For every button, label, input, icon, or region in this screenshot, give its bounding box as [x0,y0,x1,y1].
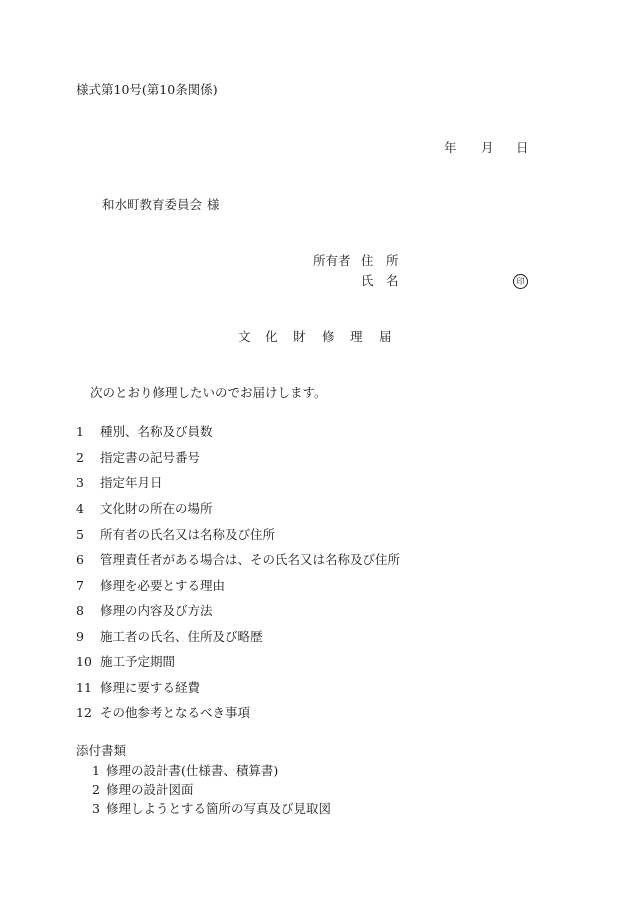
item-number: 6 [76,552,84,567]
item-number: 4 [76,501,84,516]
addressee-honorific: 様 [207,197,220,212]
item-text: 修理に要する経費 [100,680,201,695]
attachments-heading: 添付書類 [76,743,127,758]
title-char: 修 [322,329,335,344]
address-label: 住 所 [361,253,399,268]
list-item [76,605,213,618]
list-item [76,503,213,516]
seal-mark: 印 [513,274,528,289]
list-item [76,631,263,644]
attachment-text: 修理しようとする箇所の写真及び見取図 [106,801,332,816]
list-item [76,656,175,669]
item-text: 所有者の氏名又は名称及び住所 [100,527,276,542]
list-item [76,707,250,720]
item-number: 10 [76,654,92,669]
list-item [76,477,163,490]
title-char: 文 [238,329,251,344]
addressee: 和水町教育委員会 [102,197,203,212]
list-item [76,682,200,695]
intro-text: 次のとおり修理したいのでお届けします。 [90,385,327,400]
date-year-label: 年 [444,140,457,155]
list-item [76,452,200,465]
item-number: 9 [76,629,84,644]
item-number: 11 [76,680,92,695]
item-number: 8 [76,603,84,618]
item-text: その他参考となるべき事項 [100,705,251,720]
title-char: 化 [265,329,278,344]
item-text: 文化財の所在の場所 [100,501,213,516]
owner-label: 所有者 [313,253,351,268]
item-number: 1 [76,424,84,439]
item-text: 修理の内容及び方法 [100,603,213,618]
attachment-number: 3 [92,801,100,816]
item-number: 7 [76,578,84,593]
attachment-item [92,784,194,797]
list-item [76,554,400,567]
attachment-item [92,765,278,778]
item-text: 施工者の氏名、住所及び略歴 [100,629,263,644]
list-item [76,426,213,439]
item-text: 指定書の記号番号 [100,450,201,465]
attachment-number: 2 [92,782,100,797]
item-text: 種別、名称及び員数 [100,424,213,439]
item-text: 管理責任者がある場合は、その氏名又は名称及び住所 [100,552,401,567]
attachment-text: 修理の設計書(仕様書、積算書) [106,763,279,778]
date-day-label: 日 [516,140,529,155]
item-text: 修理を必要とする理由 [100,578,226,593]
list-item [76,529,275,542]
list-item [76,580,225,593]
item-number: 3 [76,475,84,490]
attachment-number: 1 [92,763,100,778]
item-text: 指定年月日 [100,475,163,490]
name-label: 氏 名 [361,273,399,288]
item-number: 5 [76,527,84,542]
item-number: 12 [76,705,92,720]
title-char: 理 [350,329,363,344]
title-char: 財 [293,329,306,344]
item-number: 2 [76,450,84,465]
item-text: 施工予定期間 [100,654,176,669]
title-char: 届 [379,329,392,344]
attachment-text: 修理の設計図面 [106,782,194,797]
attachment-item [92,803,331,816]
date-month-label: 月 [481,140,494,155]
form-number: 様式第10号(第10条関係) [76,82,218,97]
